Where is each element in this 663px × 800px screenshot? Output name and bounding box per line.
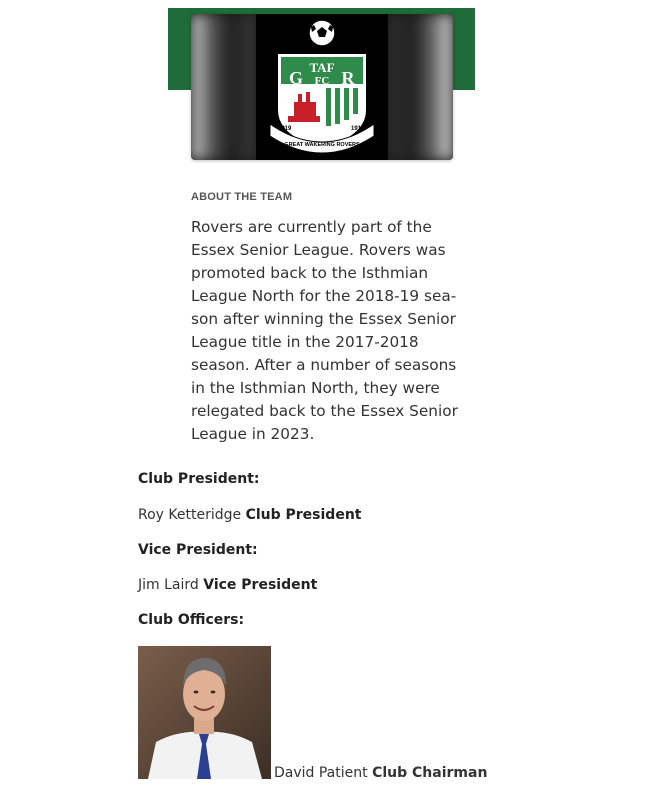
about-text: Rovers are currently part of the Essex Senior League. Rovers was promoted back to the Isthmian League North for the 2018-19 season after winning the Essex Senior League title in the 2017-2018 season. After a number of seasons in the Isthmian North, they were relegated back to the Essex Senior League in 2023. xyxy=(191,218,458,443)
blurred-background-left xyxy=(191,14,256,160)
vice-president-title: Vice President xyxy=(203,577,318,593)
chairman-line xyxy=(274,765,487,781)
president-line xyxy=(138,507,361,523)
chairman-photo xyxy=(138,646,271,779)
club-logo-image xyxy=(191,14,453,160)
blurred-background-right xyxy=(388,14,453,160)
crest-year-left: 1919 xyxy=(278,126,292,132)
chairman-title: Club Chairman xyxy=(372,765,488,781)
crest-ribbon-text: GREAT WAKERING ROVERS xyxy=(284,142,360,148)
vice-president-name: Jim Laird xyxy=(138,577,199,593)
crest-letter-right: R xyxy=(341,68,355,88)
about-heading: ABOUT THE TEAM xyxy=(191,191,293,203)
club-officers-heading: Club Officers: xyxy=(138,612,245,628)
crest-year-right: 1919 xyxy=(351,126,365,132)
vice-president-line xyxy=(138,577,317,593)
president-title: Club President xyxy=(245,507,362,523)
person-photo-icon xyxy=(138,646,271,779)
crest-letter-left: G xyxy=(288,68,304,88)
chairman-name: David Patient xyxy=(274,765,368,781)
president-name: Roy Ketteridge xyxy=(138,507,242,523)
vice-president-heading: Vice President: xyxy=(138,542,258,558)
president-heading: Club President: xyxy=(138,471,260,487)
crest-top-letters: TAF xyxy=(309,60,335,75)
crest-letters-center: FC xyxy=(314,75,330,87)
club-crest xyxy=(256,14,388,160)
crest-icon xyxy=(256,14,388,160)
